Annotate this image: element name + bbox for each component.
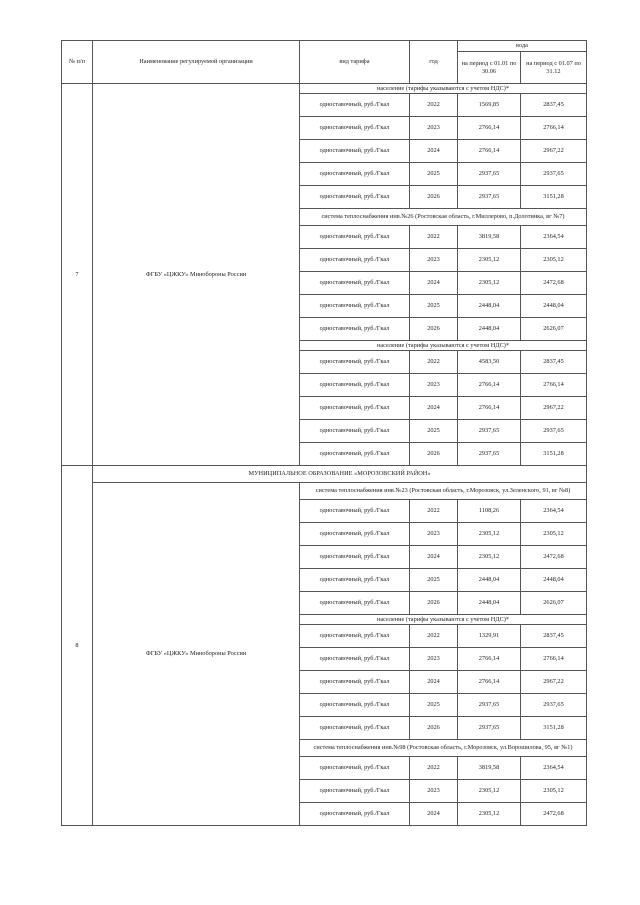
col-group-header: вода: [458, 41, 587, 52]
tariff-type: одноставочный, руб./Гкал: [300, 803, 410, 826]
tariff-type: одноставочный, руб./Гкал: [300, 780, 410, 803]
tariff-period2-value: 2364,54: [521, 500, 587, 523]
col-type-header: вид тарифа: [300, 41, 410, 84]
tariff-type: одноставочный, руб./Гкал: [300, 757, 410, 780]
tariff-period2-value: 2937,65: [521, 694, 587, 717]
tariff-year: 2023: [410, 249, 458, 272]
tariff-period2-value: 2837,45: [521, 351, 587, 374]
table-row: [62, 483, 587, 500]
tariff-year: 2024: [410, 272, 458, 295]
tariff-year: 2026: [410, 717, 458, 740]
tariff-year: 2025: [410, 694, 458, 717]
tariff-period2-value: 3151,28: [521, 717, 587, 740]
tariff-period2-value: 3151,28: [521, 443, 587, 466]
row-number: 7: [62, 84, 93, 466]
tariff-year: 2026: [410, 186, 458, 209]
tariff-year: 2026: [410, 443, 458, 466]
tariff-period2-value: 3151,28: [521, 186, 587, 209]
tariff-type: одноставочный, руб./Гкал: [300, 226, 410, 249]
tariff-type: одноставочный, руб./Гкал: [300, 420, 410, 443]
tariff-period1-value: 2305,12: [458, 249, 521, 272]
tariff-period2-value: 2937,65: [521, 420, 587, 443]
tariff-year: 2023: [410, 780, 458, 803]
tariff-type: одноставочный, руб./Гкал: [300, 717, 410, 740]
tariff-period1-value: 2448,04: [458, 318, 521, 341]
tariff-type: одноставочный, руб./Гкал: [300, 140, 410, 163]
col-period1-header: на период с 01.01 по 30.06: [458, 52, 521, 84]
tariff-period1-value: 2766,14: [458, 671, 521, 694]
tariff-period1-value: 2305,12: [458, 272, 521, 295]
tariff-period1-value: 1569,85: [458, 94, 521, 117]
tariff-period2-value: 2626,07: [521, 592, 587, 615]
tariff-year: 2022: [410, 94, 458, 117]
tariff-period1-value: 2305,12: [458, 523, 521, 546]
tariff-period1-value: 2766,14: [458, 397, 521, 420]
tariff-period1-value: 4583,50: [458, 351, 521, 374]
tariff-year: 2022: [410, 351, 458, 374]
tariff-type: одноставочный, руб./Гкал: [300, 443, 410, 466]
group-heading: население (тарифы указываются с учетом НДС)*: [300, 615, 587, 625]
tariff-type: одноставочный, руб./Гкал: [300, 351, 410, 374]
tariff-type: одноставочный, руб./Гкал: [300, 117, 410, 140]
tariff-period2-value: 2626,07: [521, 318, 587, 341]
group-heading: система теплоснабжения инв.№23 (Ростовская область, г.Морозовск, ул.Зеленского, 91, вг №8): [300, 483, 587, 500]
tariff-year: 2025: [410, 295, 458, 318]
tariff-type: одноставочный, руб./Гкал: [300, 569, 410, 592]
tariff-period2-value: 2967,22: [521, 671, 587, 694]
tariff-year: 2026: [410, 592, 458, 615]
tariff-period2-value: 2766,14: [521, 648, 587, 671]
tariff-period2-value: 2766,14: [521, 117, 587, 140]
col-period2-header: на период с 01.07 по 31.12: [521, 52, 587, 84]
table-header: [62, 41, 587, 84]
tariff-period1-value: 2305,12: [458, 780, 521, 803]
tariff-period1-value: 2937,65: [458, 186, 521, 209]
tariff-period2-value: 2766,14: [521, 374, 587, 397]
tariff-period2-value: 2967,22: [521, 397, 587, 420]
tariff-period1-value: 2937,65: [458, 694, 521, 717]
tariff-period2-value: 2837,45: [521, 625, 587, 648]
tariff-period1-value: 1329,91: [458, 625, 521, 648]
col-year-header: год: [410, 41, 458, 84]
organization-name: ФГБУ «ЦЖКУ» Минобороны России: [93, 84, 300, 466]
tariff-type: одноставочный, руб./Гкал: [300, 500, 410, 523]
tariff-period1-value: 2305,12: [458, 803, 521, 826]
tariff-period1-value: 2766,14: [458, 117, 521, 140]
tariff-year: 2024: [410, 671, 458, 694]
group-heading: система теплоснабжения инв.№98 (Ростовская область, г.Морозовск, ул.Ворошилова, 95, вг №1): [300, 740, 587, 757]
tariff-type: одноставочный, руб./Гкал: [300, 671, 410, 694]
tariff-period2-value: 2305,12: [521, 523, 587, 546]
tariff-period1-value: 2448,04: [458, 295, 521, 318]
tariff-year: 2023: [410, 648, 458, 671]
tariff-year: 2023: [410, 117, 458, 140]
tariff-type: одноставочный, руб./Гкал: [300, 546, 410, 569]
tariff-period1-value: 2766,14: [458, 374, 521, 397]
tariff-period2-value: 2448,04: [521, 295, 587, 318]
tariff-year: 2024: [410, 397, 458, 420]
tariff-year: 2024: [410, 546, 458, 569]
group-heading-row: [62, 466, 587, 483]
tariff-year: 2024: [410, 140, 458, 163]
tariff-type: одноставочный, руб./Гкал: [300, 163, 410, 186]
tariff-period1-value: 2766,14: [458, 140, 521, 163]
tariff-period1-value: 2448,04: [458, 569, 521, 592]
tariff-period1-value: 2766,14: [458, 648, 521, 671]
row-number: 8: [62, 466, 93, 826]
tariff-period2-value: 2967,22: [521, 140, 587, 163]
tariff-period2-value: 2937,65: [521, 163, 587, 186]
tariff-period1-value: 2448,04: [458, 592, 521, 615]
tariff-year: 2024: [410, 803, 458, 826]
tariff-year: 2023: [410, 374, 458, 397]
tariff-year: 2023: [410, 523, 458, 546]
tariff-period1-value: 3819,58: [458, 226, 521, 249]
group-heading: население (тарифы указываются с учетом НДС)*: [300, 341, 587, 351]
tariff-period2-value: 2472,68: [521, 272, 587, 295]
tariff-period2-value: 2472,68: [521, 546, 587, 569]
tariff-period1-value: 2937,65: [458, 443, 521, 466]
table-body: [62, 84, 587, 826]
tariff-year: 2022: [410, 226, 458, 249]
tariff-period1-value: 3819,58: [458, 757, 521, 780]
tariff-period2-value: 2364,54: [521, 226, 587, 249]
tariff-table: [61, 40, 587, 826]
tariff-year: 2026: [410, 318, 458, 341]
tariff-type: одноставочный, руб./Гкал: [300, 94, 410, 117]
tariff-period2-value: 2837,45: [521, 94, 587, 117]
tariff-period2-value: 2472,68: [521, 803, 587, 826]
municipality-heading: МУНИЦИПАЛЬНОЕ ОБРАЗОВАНИЕ «МОРОЗОВСКИЙ РАЙОН»: [93, 466, 587, 483]
col-num-header: № п/п: [62, 41, 93, 84]
tariff-year: 2025: [410, 163, 458, 186]
tariff-type: одноставочный, руб./Гкал: [300, 625, 410, 648]
tariff-type: одноставочный, руб./Гкал: [300, 648, 410, 671]
tariff-period1-value: 2937,65: [458, 163, 521, 186]
organization-name: ФГБУ «ЦЖКУ» Минобороны России: [93, 483, 300, 826]
tariff-type: одноставочный, руб./Гкал: [300, 592, 410, 615]
tariff-type: одноставочный, руб./Гкал: [300, 694, 410, 717]
tariff-period2-value: 2364,54: [521, 757, 587, 780]
tariff-type: одноставочный, руб./Гкал: [300, 249, 410, 272]
tariff-year: 2022: [410, 625, 458, 648]
tariff-type: одноставочный, руб./Гкал: [300, 523, 410, 546]
tariff-period1-value: 2937,65: [458, 420, 521, 443]
tariff-year: 2025: [410, 420, 458, 443]
tariff-type: одноставочный, руб./Гкал: [300, 397, 410, 420]
tariff-type: одноставочный, руб./Гкал: [300, 318, 410, 341]
tariff-year: 2025: [410, 569, 458, 592]
tariff-period1-value: 2937,65: [458, 717, 521, 740]
tariff-period2-value: 2448,04: [521, 569, 587, 592]
tariff-type: одноставочный, руб./Гкал: [300, 374, 410, 397]
tariff-type: одноставочный, руб./Гкал: [300, 295, 410, 318]
tariff-period1-value: 2305,12: [458, 546, 521, 569]
tariff-period2-value: 2305,12: [521, 780, 587, 803]
tariff-year: 2022: [410, 757, 458, 780]
group-heading: система теплоснабжения инв.№26 (Ростовская область, г.Миллерово, п.Долотинка, вг №7): [300, 209, 587, 226]
tariff-period1-value: 1108,26: [458, 500, 521, 523]
group-heading: население (тарифы указываются с учетом НДС)*: [300, 84, 587, 94]
tariff-period2-value: 2305,12: [521, 249, 587, 272]
tariff-year: 2022: [410, 500, 458, 523]
tariff-type: одноставочный, руб./Гкал: [300, 186, 410, 209]
tariff-type: одноставочный, руб./Гкал: [300, 272, 410, 295]
group-heading-row: [62, 84, 587, 94]
col-org-header: Наименование регулируемой организации: [93, 41, 300, 84]
